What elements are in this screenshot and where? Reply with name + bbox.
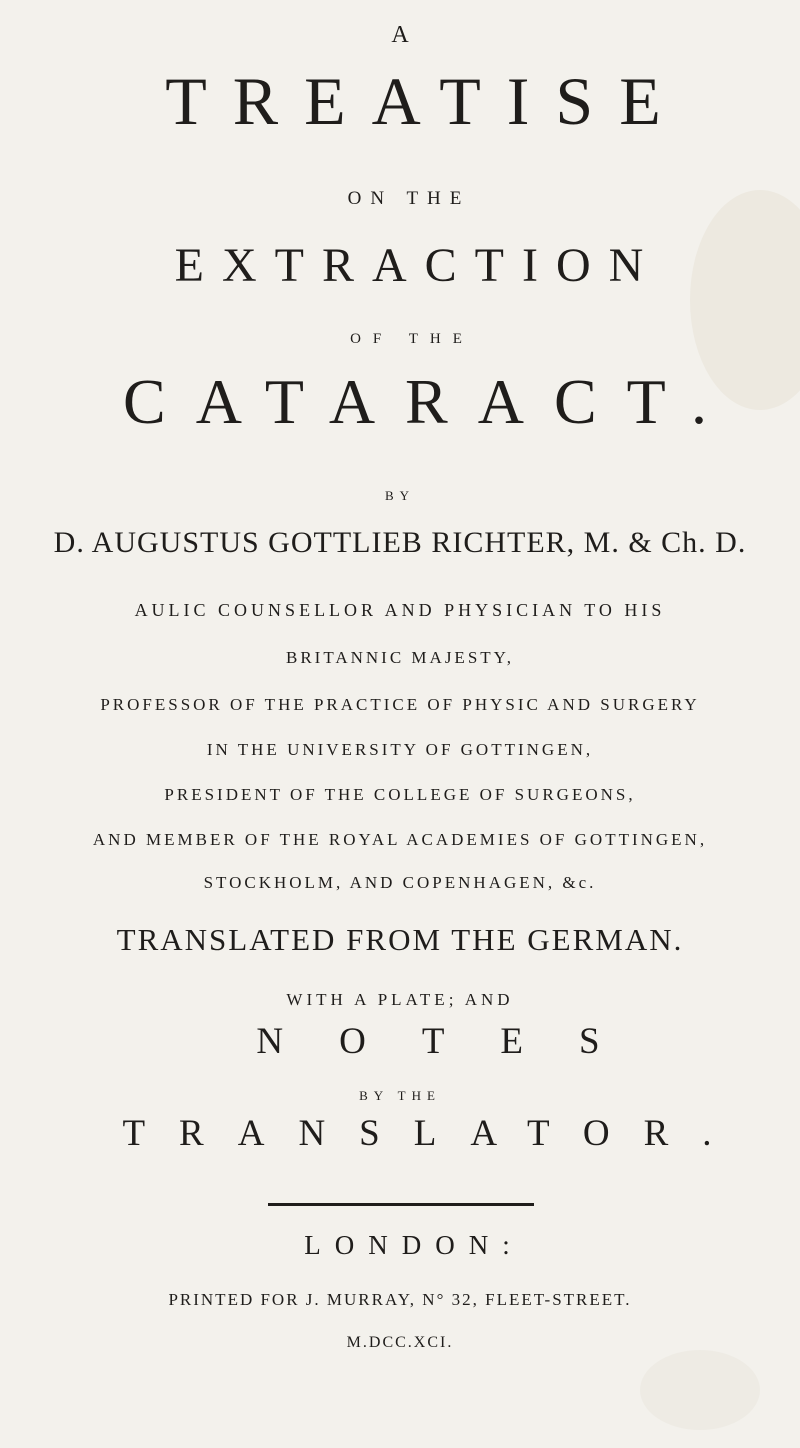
author-title-line: IN THE UNIVERSITY OF GOTTINGEN, bbox=[206, 740, 594, 759]
article-a: A bbox=[391, 22, 409, 48]
title-extraction: EXTRACTION bbox=[174, 239, 662, 292]
imprint-printer: PRINTED FOR J. MURRAY, N° 32, FLEET-STREET. bbox=[168, 1290, 632, 1309]
notes-heading: NOTES bbox=[256, 1021, 656, 1062]
author-title-line: STOCKHOLM, AND COPENHAGEN, &c. bbox=[203, 873, 597, 892]
author-name: D. AUGUSTUS GOTTLIEB RICHTER, M. & Ch. D. bbox=[53, 526, 747, 559]
by-line: BY bbox=[384, 488, 416, 503]
author-title-line: BRITANNIC MAJESTY, bbox=[285, 648, 514, 667]
by-the: BY THE bbox=[359, 1088, 441, 1103]
imprint-date: M.DCC.XCI. bbox=[346, 1334, 454, 1351]
author-title-line: PROFESSOR OF THE PRACTICE OF PHYSIC AND SURGERY bbox=[100, 695, 700, 714]
author-title-line: AULIC COUNSELLOR AND PHYSICIAN TO HIS bbox=[134, 600, 666, 620]
imprint-city: LONDON: bbox=[304, 1230, 524, 1260]
with-plate: WITH A PLATE; AND bbox=[286, 990, 514, 1009]
translator-heading: TRANSLATOR. bbox=[122, 1113, 746, 1154]
title-treatise: TREATISE bbox=[165, 63, 687, 139]
divider-rule bbox=[268, 1203, 534, 1206]
author-title-line: PRESIDENT OF THE COLLEGE OF SURGEONS, bbox=[164, 785, 636, 804]
author-title-line: AND MEMBER OF THE ROYAL ACADEMIES OF GOTTINGEN, bbox=[92, 830, 708, 849]
title-cataract: CATARACT. bbox=[123, 366, 737, 437]
translated-note: TRANSLATED FROM THE GERMAN. bbox=[116, 922, 684, 957]
of-the: OF THE bbox=[350, 331, 474, 347]
on-the: ON THE bbox=[347, 188, 471, 209]
